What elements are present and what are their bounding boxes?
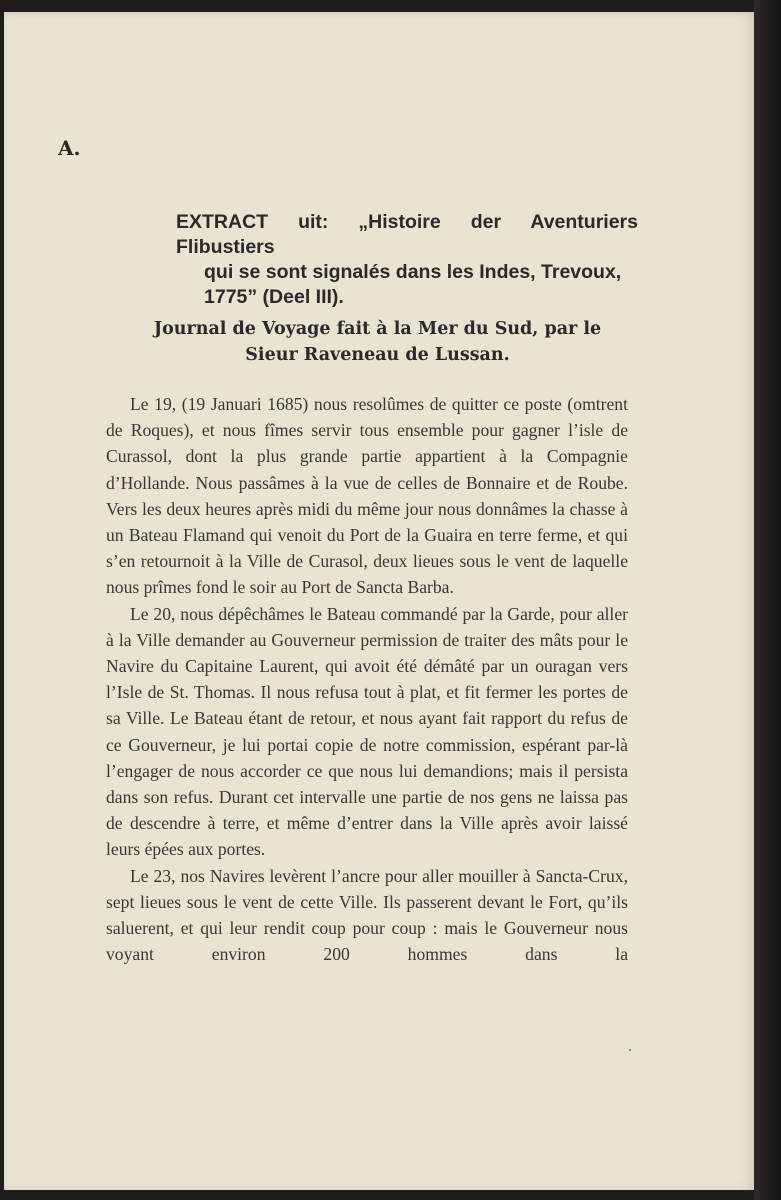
page-edge-shadow [754,0,781,1200]
extract-heading-line-2: qui se sont signalés dans les Indes, Trevoux, [204,261,622,283]
section-marker: A. [58,136,81,160]
journal-title-line-2: Sieur Raveneau de Lussan. [245,345,510,365]
journal-title-line-1: Journal de Voyage fait à la Mer du Sud, par le [153,319,602,339]
paragraph-3: Le 23, nos Navires levèrent l’ancre pour aller mouiller à Sancta-Crux, sept lieues sous le vent de cette Ville. Ils passerent devant le Fort, qu’ils saluerent, et qui leur rendit coup pour coup : mais le Gouverneur nous voyant environ 200 hommes dans la [106,865,628,965]
body-text [106,391,628,967]
extract-heading-line-3: 1775” (Deel III). [204,286,344,308]
paragraph-2: Le 20, nous dépêchâmes le Bateau commandé par la Garde, pour aller à la Ville demander au Gouverneur permission de traiter des mâts pour le Navire du Capitaine Laurent, qui avoit été démâté par un ouragan vers l’Isle de St. Thomas. Il nous refusa tout à plat, et fit fermer les portes de sa Ville. Le Bateau étant de retour, et nous ayant fait rapport du refus de ce Gouverneur, je lui portai copie de notre commission, espérant par-là l’engager de nous accorder ce que nous lui demandions; mais il persista dans son refus. Durant cet intervalle une partie de nos gens ne laissa pas de descendre à terre, et même d’entrer dans la Ville après avoir laissé leurs épées aux portes. [106,603,628,860]
journal-title [120,316,635,368]
extract-heading [176,210,638,310]
extract-heading-line-1: EXTRACT uit: „Histoire der Aventuriers Flibustiers [176,211,638,258]
paragraph-1: Le 19, (19 Januari 1685) nous resolûmes de quitter ce poste (omtrent de Roques), et nous fîmes servir tous ensemble pour gagner l’isle de Curassol, dont la plus grande partie appartient à la Compagnie d’Hollande. Nous passâmes à la vue de celles de Bonnaire et de Roube. Vers les deux heures après midi du même jour nous donnâmes la chasse à un Bateau Flamand qui venoit du Port de la Guaira en terre ferme, et qui s’en retournoit à la Ville de Curasol, deux lieues sous le vent de laquelle nous prîmes fond le soir au Port de Sancta Barba. [106,394,628,598]
paper-speck [629,1049,631,1051]
